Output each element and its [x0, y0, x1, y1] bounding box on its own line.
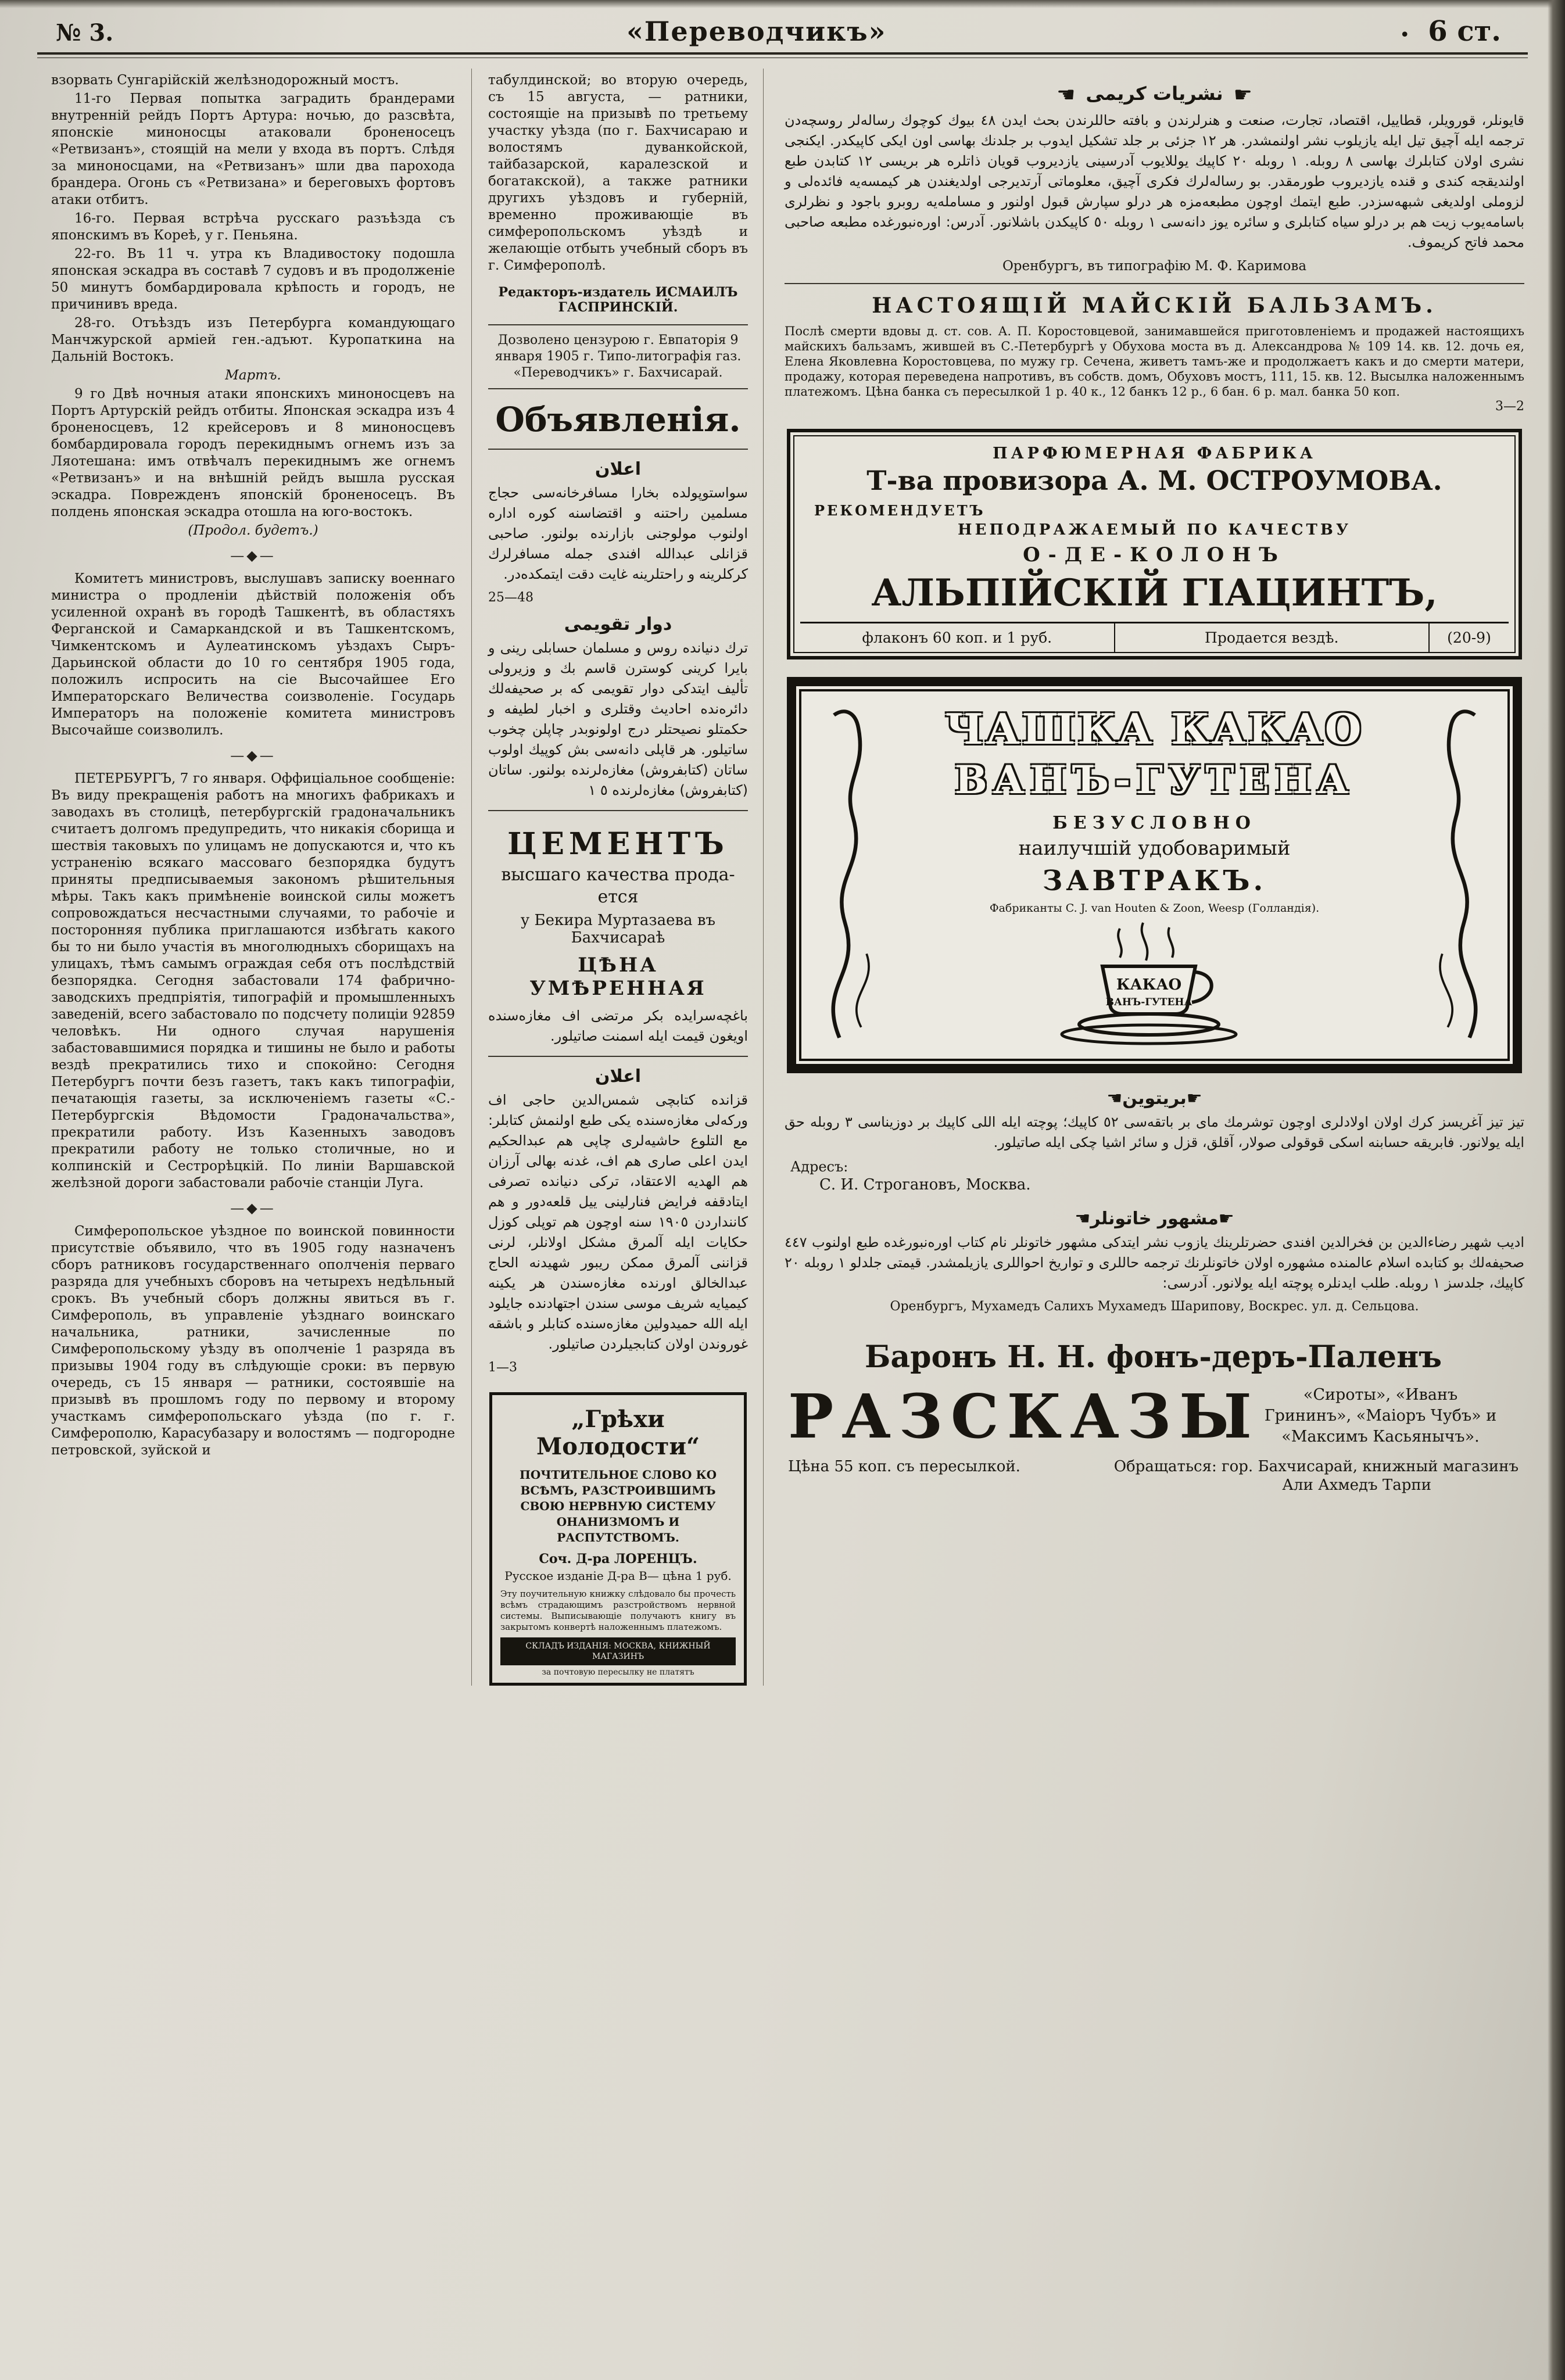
cement-ad-price: ЦѢНА УМѢРЕННАЯ	[529, 954, 707, 1000]
sins-of-youth-edition: Русское изданіе Д-ра В— цѣна 1 руб.	[504, 1569, 732, 1583]
sins-of-youth-author: Соч. Д-ра ЛОРЕНЦЪ.	[539, 1551, 697, 1567]
crimean-publications-title: نشريات كريمى	[1086, 83, 1223, 105]
issue-number: № 3.	[56, 19, 114, 46]
crimean-publications-heading	[785, 83, 1524, 107]
masthead-rule	[37, 52, 1528, 58]
price-line: Цѣна 55 коп. съ пересылкой.	[788, 1457, 1020, 1475]
ostroumov-ad-inner	[793, 435, 1516, 653]
article-paragraph: 16-го. Первая встрѣча русскаго разъѣзда съ японскимъ въ Кореѣ, у г. Пеньяна.	[51, 211, 455, 243]
cement-ad-arabic: باغچه‌سرايده بكر مرتضى اف مغازه‌سنده اويغون قيمت ايله اسمنت صاتيلور.	[488, 1008, 748, 1044]
pallen-stories-ad	[788, 1339, 1519, 1494]
address-label: Адресъ:	[790, 1158, 848, 1175]
ad-counter: (20-9)	[1447, 629, 1491, 646]
sins-of-youth-subtitle: ПОЧТИТЕЛЬНОЕ СЛОВО КО ВСѢМЪ, РАЗСТРОИВШИМЪ СВОЮ НЕРВНУЮ СИСТЕМУ ОНАНИЗМОМЪ И РАСПУТСТВОМЪ.	[519, 1468, 717, 1544]
ilan-subheading: اعلان	[595, 459, 642, 479]
famous-women-title: مشهور خاتونلر	[1090, 1208, 1219, 1229]
sharipov-address: Оренбургъ, Мухамедъ Салихъ Мухамедъ Шарипову, Воскрес. ул. д. Сельцова.	[890, 1299, 1419, 1314]
sins-of-youth-footnote: за почтовую пересылку не платятъ	[542, 1668, 694, 1677]
masthead-dot: •	[1399, 25, 1410, 45]
columns	[51, 69, 1532, 1686]
may-balsam-text: Послѣ смерти вдовы д. ст. сов. А. П. Коростовцевой, занимавшейся приготовленіемъ и продажей настоящихъ майскихъ бальзамъ, жившей въ С.-Петербургѣ у Обухова моста въ д. Александрова № 109 14. кв. 12. дочь ея, Елена Яковлевна Коростовцева, по мужу гр. Сечена, живетъ тамъ-же и продолжаетъ какъ и до смерти матери, продажу, которая переведена напротивъ, въ собств. домъ, Обуховъ мостъ, 111, 15. кв. 12. Высылка наложеннымъ платежомъ. Цѣна банка съ пересылкой 1 р. 40 к., 12 банкъ 12 р., 6 бан. 6 р. мал. банка 50 коп.	[785, 324, 1524, 399]
cocoa-cup-headline: ЧАШКА КАКАО	[945, 704, 1364, 754]
eau-de-cologne-line: О-ДЕ-КОЛОНЪ	[1023, 543, 1286, 567]
cup-label-cocoa: КАКАО	[1116, 976, 1181, 994]
manicule-right-icon: ☛	[1218, 1208, 1234, 1229]
stroganov-address: С. И. Строгановъ, Москва.	[819, 1175, 1031, 1193]
cement-ad-seller: у Бекира Муртазаева въ Бахчисараѣ	[520, 912, 716, 947]
wall-calendar-heading: دوار تقويمى	[564, 614, 672, 635]
best-digestible-line: наилучшій удобоваримый	[1018, 836, 1291, 860]
section-ornament: —◆—	[230, 1200, 276, 1216]
alpine-hyacinth-line: АЛЬПІЙСКІЙ ГІАЦИНТЪ,	[871, 571, 1438, 615]
cocoa-cup-illustration	[1033, 917, 1277, 1051]
month-subheading: Мартъ.	[225, 368, 281, 383]
article-paragraph: 28-го. Отъѣздъ изъ Петербурга командующаго Манчжурской арміей ген.-адъют. Куропаткина на Дальній Востокъ.	[51, 316, 455, 364]
may-balsam-heading: НАСТОЯЩІЙ МАЙСКІЙ БАЛЬЗАМЪ.	[872, 293, 1437, 318]
cup-label-vanhouten: ВАНЪ-ГУТЕНА	[1105, 996, 1192, 1008]
famous-women-text: اديب شهير رضاءالدين بن فخرالدين افندى حضرتلرينك يازوب نشر ايتدكى مشهور خاتونلر نام كتاب اوره‌نبورغده طبع اولنوب ٤٤٧ صحيفه‌لك بو كتابده اسلام عالمنده مشهوره اولان خاتونلرنك ترجمه حاللرى و تواريخ احواللرى يازيلمشدر. قيمتى جلدلو ١ روبله ٢٠ كاپيك، جلدسز ١ روبله. طلب ايدنلره پوچته ايله يولانور. آدرسى:	[785, 1234, 1524, 1291]
van-houten-ad-inner	[799, 689, 1510, 1061]
bookshop-name: Али Ахмедъ Тарпи	[1282, 1476, 1431, 1494]
pallen-footer	[788, 1458, 1519, 1475]
rule	[785, 283, 1524, 284]
flacon-price: флаконъ 60 коп. и 1 руб.	[862, 629, 1052, 646]
article-paragraph: 22-го. Въ 11 ч. утра къ Владивостоку подошла японская эскадра въ составѣ 7 судовъ и въ продолженіе 50 минутъ бомбардировала крѣпость и городъ, не причинивъ вреда.	[51, 246, 455, 312]
to-be-continued-note: (Продол. будетъ.)	[188, 523, 318, 538]
manicule-left-icon: ☚	[1075, 1208, 1091, 1229]
sins-of-youth-smallprint: Эту поучительную книжку слѣдовало бы прочесть всѣмъ страдающимъ разстройствомъ нервной системы. Выписывающіе получаютъ книгу въ закрытомъ конвертѣ наложеннымъ платежомъ.	[500, 1589, 736, 1632]
article-paragraph-continued: табулдинской; во вторую очередь, съ 15 августа, — ратники, состоящіе на призывѣ по третьему участку уѣзда (по г. Бахчисараю и волостямъ дуванкойской, тайбазарской, каралезской и богатакской), а также ратники другихъ уѣздовъ и губерній, временно проживающіе въ симферопольскомъ уѣздѣ и желающіе отбыть учебный сборъ въ г. Симферополѣ.	[488, 73, 748, 273]
breakfast-line: ЗАВТРАКЪ.	[1042, 864, 1267, 897]
ad-sevastopol-guesthouse: سواستوپولده بخارا مسافرخانه‌سى حجاج مسلمين راحتنه و اقتضاسنه كوره اداره اولنوب مولوجنى بازارنده بولنور. صاحبى قزانلى عبدالله افندى جمله مسافرلرك كركلرينه و راحتلرينه غايت دقت ايتمكده‌در.	[488, 485, 748, 582]
perfume-factory-line: ПАРФЮМЕРНАЯ ФАБРИКА	[993, 444, 1316, 463]
rule	[488, 1056, 748, 1057]
pritoin-title: بريتوين	[1122, 1088, 1187, 1109]
ostroumov-name-line: Т-ва провизора А. М. ОСТРОУМОВА.	[866, 464, 1442, 496]
ad-counter: 1—3	[488, 1360, 517, 1375]
sins-of-youth-inverted-strip: СКЛАДЪ ИЗДАНІЯ: МОСКВА, КНИЖНЫЙ МАГАЗИНЪ	[500, 1637, 736, 1665]
famous-women-heading	[785, 1209, 1524, 1229]
crimean-publications-text: قايونلر، قورويلر، قطاييل، اقتصاد، تجارت، صنعت و هنرلرندن و بافته حاللرندن بحث ايدن ٤٨ بيوك كوچوك رساله‌لر روسچه‌دن ترجمه ايله آچيق تيل ايله يازيلوب نشر اولنمشدر. هر ١٢ جزئى بر جلد تشكيل ايدوب بر جلدنك بهاسى اون ايكى كاپيكدر. ايكنجى نشرى اولان كتابلرك بهاسى ٨ روبله. ١ روبله ٢٠ كاپيك يوللايوب آدرسينى يازديروب قويان ذاتلره هر بريسى ١٢ كتابدن طبع اولنديقجه كندى و قنده يازديروب طورمقدر. بو رساله‌لرك فكرى آچيق، معلوماتى آرتديرجى اولديغندن هر كيمسه‌يه فائده‌لى و لزوملى اولديغى شبهه‌سزدر. طبع ايتمك اوچون مطبعه‌مزه هر درلو سپارش قبول اولنور و مسامله‌يه روبرو باجود و نظرلرى باسامه‌يوب زيت هم بر درلو سياه كتابلرى و سائره يوز دانه‌سى ١ روبله ٥٠ كاپيكدن باشلانور. آدرس: اوره‌نبورغده مطبعه صاحبى محمد فاتح كريموف.	[785, 112, 1524, 250]
unconditionally-line: БЕЗУСЛОВНО	[1052, 812, 1256, 833]
pallen-title-row	[788, 1381, 1519, 1452]
baron-pallen-name: Баронъ Н. Н. фонъ-деръ-Паленъ	[864, 1339, 1442, 1375]
manicule-left-icon: ☚	[1057, 83, 1076, 107]
page-number: 6 ст.	[1428, 15, 1501, 48]
article-paragraph: ПЕТЕРБУРГЪ, 7 го января. Оффиціальное сообщеніе: Въ виду прекращенія работъ на многихъ фабрикахъ и заводахъ въ столицѣ, петербургскій градоначальникъ считаетъ долгомъ предупредить, что никакія сборища и шествія таковыхъ по улицамъ не допускаются и, что къ устраненію всякаго массоваго безпорядка будутъ приняты предписываемыя закономъ рѣшительныя мѣры. Такъ какъ примѣненіе воинской силы можетъ сопровождаться несчастными случаями, то рабочіе и посторонняя публика приглашаются избѣгать какого бы то ни было участія въ многолюдныхъ сборищахъ на улицахъ, тѣмъ самымъ ограждая себя отъ послѣдствій безпорядка. Сегодня забастовали 174 фабрично-заводскихъ предпріятія, типографій и промышленныхъ заведеній, всего забастовало по подсчету полиціи 92859 человѣкъ. Ни одного случая нарушенія забастовавшимися порядка и тишины не было и работы вездѣ прекратились тихо и спокойно: Сегодня Петербургъ почти безъ газетъ, такъ какъ типографіи, печатающія газеты, за исключеніемъ газеты «С.-Петербургскія Вѣдомости Градоначальства», прекратили работу. Изъ Казенныхъ заводовъ прекратили работу не только столичные, но и колпинскій и Сестрорѣцкій. По линіи Варшавской желѣзной дороги забастовали рабочіе станціи Луга.	[51, 771, 455, 1191]
karimov-printing-address: Оренбургъ, въ типографію М. Ф. Каримова	[1002, 258, 1307, 274]
scan-edge-right	[1548, 0, 1565, 2380]
announcements-heading: Объявленія.	[495, 400, 741, 439]
pritoin-heading	[785, 1088, 1524, 1109]
article-paragraph: Симферопольское уѣздное по воинской повинности присутствіе объявило, что въ 1905 году назначенъ сборъ ратниковъ государственнаго ополченія перваго разряда для учебныхъ сборовъ на четырехъ недѣльный срокъ. Въ учебный сборъ должны явиться въ г. Симферополь, въ управленіе уѣзднаго воинскаго начальника, ратники, зачисленные по Симферопольскому уѣзду въ ополченіе 1 разряда въ призывы 1904 году въ слѣдующіе сроки: въ первую очередь, съ 15 января — ратники, состоявшіе на призывѣ въ прошломъ году по первому и второму участкамъ симферопольскаго уѣзда (по г. г. Симферополю, Карасубазару и волостямъ — подгородне петровской, зуйской и	[51, 1224, 455, 1458]
rule	[488, 810, 748, 811]
masthead	[0, 0, 1565, 50]
manicule-right-icon: ☛	[1233, 83, 1252, 107]
column-left	[51, 69, 472, 1686]
cement-ad-heading: ЦЕМЕНТЪ	[507, 826, 729, 862]
ad-kazan-bookseller: قزانده كتابچى شمس‌الدين حاجى اف وركه‌لى مغازه‌سنده يكى طبع اولنمش كتابلر: مع التلوع حاشيه‌لرى چاپى هم عبدالحكيم ايدن اعلى صارى هم اف، غدنه بهالى آرزان هم الهديه الاعتقاد، تركى دنيانده تصرفى ايتادقفه فرايض فنارلينى ييل قلعه‌دور و هم كاننداردن ١٩٠٥ سنه اوچون هم توپلى كوزل حكايات ايله آلمرق مشكل اولانلر، لرنى قزاننى آلمرق ممكن ريبور شهيدنه الحاج عبدالخالق اورنده مغازه‌سندن هر يكينه كيميايه شريف موسى سندن اجتهادنده جايلود ايله الله حميدولين مغازه‌سنده كتابلر و باشقه غوروندن اولان كتابجيلردن صاتيلور.	[488, 1092, 748, 1352]
sold-everywhere: Продается вездѣ.	[1114, 623, 1430, 652]
article-paragraph: 11-го Первая попытка заградить брандерами внутренній рейдъ Портъ Артура: ночью, до разсвѣта, японскіе миноносцы атаковали броненосецъ «Ретвизанъ», стоящій на мели у входа въ портъ. Слѣдя за миноносцами, на «Ретвизанъ» шли два парохода брандера. Огонь съ «Ретвизана» и береговыхъ фортовъ атаки отбитъ.	[51, 91, 455, 207]
rule	[488, 449, 748, 450]
sins-of-youth-title: „Грѣхи Молодости“	[536, 1406, 700, 1460]
quality-line: НЕПОДРАЖАЕМЫЙ ПО КАЧЕСТВУ	[958, 521, 1351, 539]
article-paragraph: 9 го Двѣ ночныя атаки японскихъ миноносцевъ на Портъ Артурскій рейдъ отбиты. Японская эскадра изъ 4 броненосцевъ, 12 крейсеровъ и 8 миноносцевъ бомбардировала городъ перекиднымъ огнемъ изъ за Ляотешана: имъ отвѣчалъ перекиднымъ же огнемъ «Ретвизанъ» и на внѣшній рейдъ вышла русская эскадра. Поврежденъ японскій броненосецъ. Въ полдень японская эскадра отошла на юго-востокъ.	[51, 386, 455, 519]
article-paragraph: взорвать Сунгарійскій желѣзнодорожный мостъ.	[51, 73, 399, 88]
story-list: «Сироты», «Иванъ Грининъ», «Маіоръ Чубъ» и «Максимъ Касьянычъ».	[1264, 1386, 1497, 1446]
ilan-subheading: اعلان	[595, 1066, 642, 1087]
section-ornament: —◆—	[230, 547, 276, 564]
contact-line: Обращаться: гор. Бахчисарай, книжный магазинъ	[1113, 1457, 1519, 1475]
van-houten-headline: ВАНЪ-ГУТЕНА	[954, 757, 1355, 802]
section-ornament: —◆—	[230, 747, 276, 764]
column-middle	[472, 69, 764, 1686]
van-houten-cocoa-ad	[787, 677, 1522, 1073]
sins-of-youth-ad	[489, 1392, 747, 1686]
manufacturers-line: Фабриканты C. J. van Houten & Zoon, Weesp (Голландія).	[989, 901, 1320, 915]
cement-ad-line: высшаго качества прода- ется	[501, 865, 735, 907]
ostroumov-perfume-ad	[787, 429, 1522, 659]
ad-counter: 25—48	[488, 590, 533, 605]
manicule-right-icon: ☛	[1186, 1088, 1202, 1109]
newspaper-title: «Переводчикъ»	[626, 16, 887, 47]
manicule-left-icon: ☚	[1106, 1088, 1123, 1109]
masthead-right	[1399, 15, 1501, 48]
column-right	[764, 69, 1532, 1686]
stories-title: РАЗСКАЗЫ	[788, 1380, 1260, 1452]
article-paragraph: Комитетъ министровъ, выслушавъ записку военнаго министра о продленіи дѣйствій положенія объ усиленной охранѣ въ городѣ Ташкентѣ, въ областяхъ Ферганской и Самаркандской и въ Ташкентскомъ, Чимкентскомъ и Аулеатинскомъ уѣздахъ Сыръ-Дарьинской области до 10 го сентября 1905 года, положилъ испросить на сіе Высочайшее Его Императорскаго Величества соизволеніе. Государь Императоръ на положеніе комитета министровъ Высочайше соизволилъ.	[51, 571, 455, 738]
ad-counter: 3—2	[1495, 399, 1524, 414]
censor-note: Дозволено цензурою г. Евпаторія 9 января 1905 г. Типо-литографія газ. «Переводчикъ» г. Бахчисарай.	[488, 324, 748, 389]
ostroumov-ad-footer	[800, 622, 1509, 652]
recommends-line: РЕКОМЕНДУЕТЪ	[814, 501, 986, 519]
pritoin-text: تيز تيز آغريسز كرك اولان اولادلرى اوچون توشرمك ماى بر باتقه‌سى ٥٢ كاپيك؛ پوچته ايله اللى كاپيك بر دوزيناسى ٣ روبله حق ايله يولانور. فابريقه حسابنه اسكى قوقولى صولار، آقلق، قزل و سائر اشيا چكى ايله صاتيلور.	[785, 1113, 1525, 1150]
ad-wall-calendar: ترك دنيانده روس و مسلمان حسابلى رينى و بايرا كرينى كوسترن قاسم بك و وزيرولى تأليف ايتدكى دوار تقويمى كه بر صحيفه‌لك دائره‌نده احاديث وقتلرى و اخبار لطيفه و حكمتلو نصيحتلر درج اولونوبدر چاپلن چخوب ساتيلور. هر قاپلى دانه‌سى بش كوپيك اولوب ساتان (كتابفروش) مغازه‌لرنده بولنور. ساتان (كتابفروش) مغازه‌لرنده ٥ ١	[488, 640, 748, 798]
editor-line: Редакторъ-издатель ИСМАИЛЪ ГАСПРИНСКІЙ.	[498, 285, 738, 315]
